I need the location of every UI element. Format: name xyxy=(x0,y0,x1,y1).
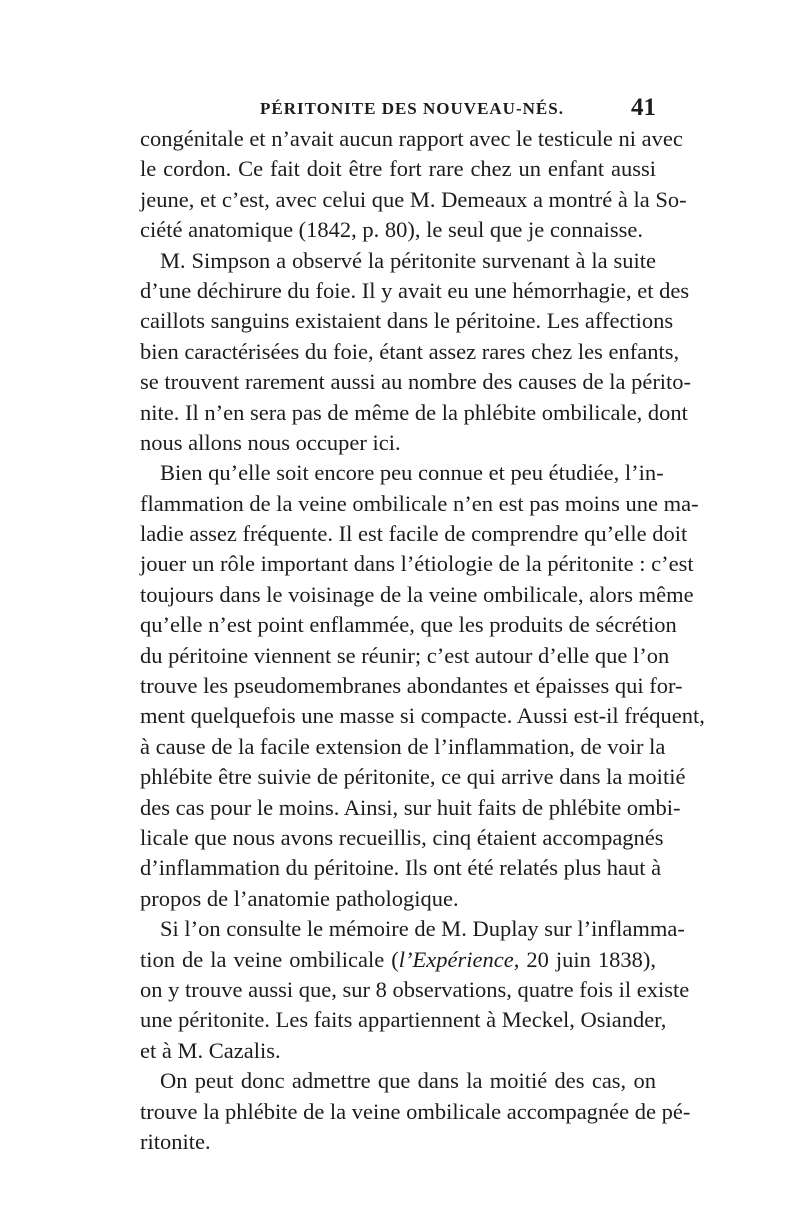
text-line: une péritonite. Les faits appartiennent à Meckel, Osiander, xyxy=(140,1007,667,1033)
text-line: jeune, et c’est, avec celui que M. Demeaux a montré à la So- xyxy=(140,186,687,212)
text-fragment: , 20 juin 1838), xyxy=(513,946,656,972)
italic-journal-title: l’Expérience xyxy=(398,946,514,972)
text-line: ciété anatomique (1842, p. 80), le seul que je connaisse. xyxy=(140,217,643,243)
text-line: caillots sanguins existaient dans le péritoine. Les affections xyxy=(140,308,674,334)
text-line: à cause de la facile extension de l’inflammation, de voir la xyxy=(140,733,666,759)
text-line: ment quelquefois une masse si compacte. Aussi est-il fréquent, xyxy=(140,703,705,729)
running-head xyxy=(140,94,656,124)
text-line: et à M. Cazalis. xyxy=(140,1037,281,1063)
text-line: d’une déchirure du foie. Il y avait eu une hémorrhagie, et des xyxy=(140,277,690,303)
text-line: On peut donc admettre que dans la moitié des cas, on xyxy=(160,1068,656,1094)
text-line-with-italic xyxy=(140,945,656,975)
text-line: nous allons nous occuper ici. xyxy=(140,429,401,455)
text-fragment: tion de la veine ombilicale ( xyxy=(140,946,399,972)
text-line: M. Simpson a observé la péritonite survenant à la suite xyxy=(160,247,656,273)
text-line: Bien qu’elle soit encore peu connue et peu étudiée, l’in- xyxy=(160,460,664,486)
text-line: le cordon. Ce fait doit être fort rare chez un enfant aussi xyxy=(140,156,656,182)
text-line: du péritoine viennent se réunir; c’est autour d’elle que l’on xyxy=(140,642,670,668)
page-number: 41 xyxy=(631,94,656,121)
text-line: ritonite. xyxy=(140,1128,211,1154)
text-line: on y trouve aussi que, sur 8 observations, quatre fois il existe xyxy=(140,976,690,1002)
text-line: licale que nous avons recueillis, cinq étaient accompagnés xyxy=(140,824,664,850)
text-line: ladie assez fréquente. Il est facile de comprendre qu’elle doit xyxy=(140,521,688,547)
text-line: propos de l’anatomie pathologique. xyxy=(140,885,459,911)
text-line: phlébite être suivie de péritonite, ce qui arrive dans la moitié xyxy=(140,764,686,790)
text-line: bien caractérisées du foie, étant assez rares chez les enfants, xyxy=(140,338,680,364)
text-line: congénitale et n’avait aucun rapport avec le testicule ni avec xyxy=(140,126,683,151)
text-line: nite. Il n’en sera pas de même de la phlébite ombilicale, dont xyxy=(140,399,688,425)
running-title: PÉRITONITE DES NOUVEAU-NÉS. xyxy=(260,99,564,118)
text-line: se trouvent rarement aussi au nombre des causes de la périto- xyxy=(140,369,692,395)
text-line: des cas pour le moins. Ainsi, sur huit faits de phlébite ombi- xyxy=(140,794,681,820)
body-text xyxy=(140,124,705,1157)
text-line: d’inflammation du péritoine. Ils ont été relatés plus haut à xyxy=(140,855,662,881)
text-line: trouve les pseudomembranes abondantes et épaisses qui for- xyxy=(140,673,683,699)
text-line: toujours dans le voisinage de la veine ombilicale, alors même xyxy=(140,581,694,607)
text-line: qu’elle n’est point enflammée, que les produits de sécrétion xyxy=(140,612,677,638)
text-line: trouve la phlébite de la veine ombilicale accompagnée de pé- xyxy=(140,1098,691,1124)
text-line: jouer un rôle important dans l’étiologie de la péritonite : c’est xyxy=(140,551,694,577)
text-line: Si l’on consulte le mémoire de M. Duplay sur l’inflamma- xyxy=(160,916,685,942)
text-line: flammation de la veine ombilicale n’en est pas moins une ma- xyxy=(140,490,699,516)
